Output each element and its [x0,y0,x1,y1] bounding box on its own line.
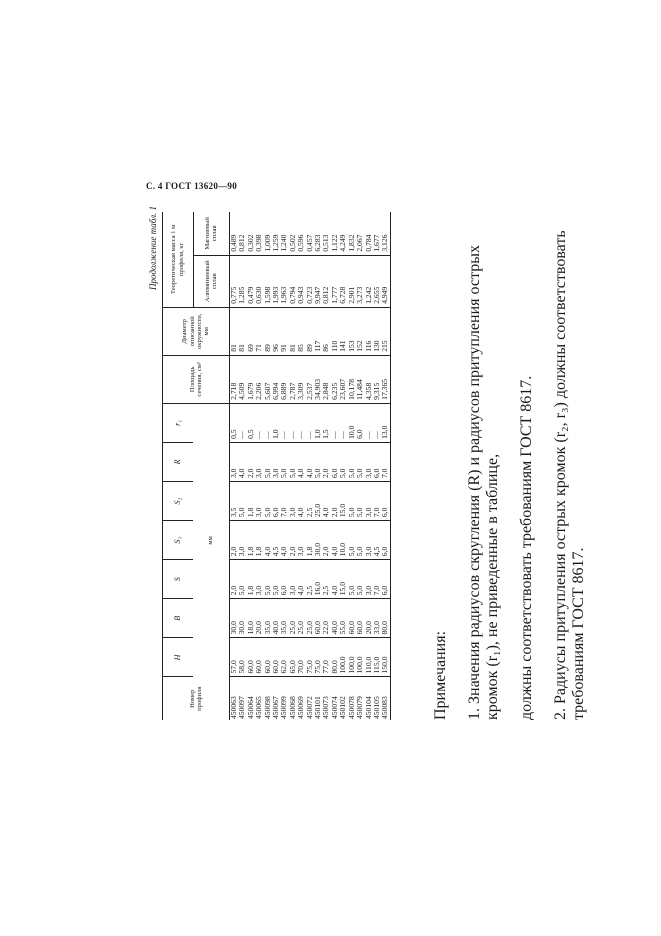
cell-area: 5,607 [264,355,272,403]
cell-mg: 0,502 [289,212,297,255]
cell-num: 450072 [304,696,314,719]
col-header-diameter: Диаметр описанной окружности, мм [163,307,230,355]
cell-area: 23,607 [339,355,347,403]
cell-s2: 5,0 [238,482,246,521]
cell-num: 450098 [262,696,272,719]
cell-area: 6,889 [280,355,288,403]
cell-mg: 2,067 [356,212,364,255]
cell-al: 1,285 [238,255,246,307]
cell-r: 5,0 [264,442,272,481]
col-header-unit: мм [207,536,215,545]
cell-r1: — [238,403,246,442]
cell-d: 152 [356,307,364,355]
cell-r1: 1,0 [272,403,280,442]
cell-s: 6,0 [280,560,288,599]
cell-num: 450069 [296,696,306,719]
cell-al: 0,794 [289,255,297,307]
notes-heading: Примечания: [432,630,449,720]
cell-h: 77,0 [322,638,330,677]
table-caption: Продолжение табл. 1 [148,206,158,290]
cell-s1: 2,0 [230,521,239,560]
cell-mg: 0,784 [365,212,373,255]
cell-r1: 1,0 [314,403,322,442]
cell-s: 2,5 [306,560,314,599]
cell-area: 2,537 [306,355,314,403]
cell-h: 62,0 [280,638,288,677]
cell-al: 1,993 [272,255,280,307]
cell-s: 16,0 [314,560,322,599]
cell-r1: — [373,403,381,442]
cell-num: 450067 [271,696,281,719]
cell-h: 115,0 [373,638,381,677]
cell-mg: 1,240 [280,212,288,255]
cell-r: 5,0 [314,442,322,481]
cell-s1: 5,0 [348,521,356,560]
cell-s2: 3,0 [289,482,297,521]
cell-al: 9,947 [314,255,322,307]
cell-b: 33,0 [373,599,381,638]
cell-r: 2,0 [322,442,330,481]
cell-num: 450064 [245,696,255,719]
cell-s: 15,0 [339,560,347,599]
cell-area: 2,718 [230,355,239,403]
cell-s2: 1,8 [247,482,255,521]
col-header-s: S [163,560,194,599]
cell-b: 40,0 [272,599,280,638]
cell-al: 1,242 [365,255,373,307]
cell-num: 450074 [329,696,339,719]
cell-d: 69 [247,307,255,355]
cell-h: 100,0 [356,638,364,677]
cell-al: 6,728 [339,255,347,307]
cell-mg: 6,283 [314,212,322,255]
cell-b: 40,0 [331,599,339,638]
cell-area: 9,315 [373,355,381,403]
cell-b: 30,0 [238,599,246,638]
cell-s1: 3,0 [297,521,305,560]
cell-h: 70,0 [297,638,305,677]
cell-r1: — [365,403,373,442]
cell-al: 1,598 [264,255,272,307]
cell-area: 4,509 [238,355,246,403]
cell-r1: — [297,403,305,442]
col-header-r1: r₁ [163,403,194,442]
cell-s: 4,0 [331,560,339,599]
col-header-h: H [163,638,194,677]
cell-b: 18,0 [247,599,255,638]
cell-s: 5,0 [272,560,280,599]
cell-num: 450079 [355,696,365,719]
cell-b: 25,0 [289,599,297,638]
cell-mg: 0,398 [255,212,263,255]
cell-r: 3,0 [255,442,263,481]
cell-r: 3,0 [230,442,239,481]
cell-s2: 3,0 [255,482,263,521]
cell-r1: 1,5 [322,403,330,442]
cell-d: 81 [238,307,246,355]
cell-al: 0,943 [297,255,305,307]
cell-s2: 6,0 [381,482,390,521]
cell-h: 60,0 [255,638,263,677]
cell-area: 6,235 [331,355,339,403]
cell-s1: 2,0 [289,521,297,560]
cell-s: 3,0 [255,560,263,599]
cell-d: 85 [297,307,305,355]
cell-s: 5,0 [238,560,246,599]
cell-al: 2,901 [348,255,356,307]
cell-al: 2,655 [373,255,381,307]
cell-s2: 6,0 [272,482,280,521]
cell-h: 60,0 [272,638,280,677]
cell-s2: 15,0 [339,482,347,521]
cell-d: 81 [230,307,239,355]
col-header-number: Номер профиля [188,686,203,711]
cell-mg: 1,122 [331,212,339,255]
cell-h: 150,0 [381,638,390,677]
cell-r1: — [255,403,263,442]
cell-r1: — [289,403,297,442]
notes [416,200,604,720]
cell-b: 80,0 [381,599,390,638]
cell-r1: — [331,403,339,442]
cell-r1: — [306,403,314,442]
cell-s1: 4,5 [373,521,381,560]
cell-al: 1,963 [280,255,288,307]
cell-h: 80,0 [331,638,339,677]
cell-d: 89 [264,307,272,355]
cell-s1: 1,8 [255,521,263,560]
cell-al: 0,479 [247,255,255,307]
col-header-s1: S₁ [163,521,194,560]
cell-s1: 30,0 [314,521,322,560]
cell-d: 141 [339,307,347,355]
cell-num: 450104 [363,696,373,719]
note-1-continued: должны соответствовать требованиям ГОСТ 8617. [518,375,535,720]
cell-area: 2,848 [322,355,330,403]
cell-area: 10,178 [348,355,356,403]
cell-area: 2,206 [255,355,263,403]
cell-r1: 6,0 [356,403,364,442]
cell-area: 17,365 [381,355,390,403]
cell-r: 5,0 [339,442,347,481]
cell-al: 0,630 [255,255,263,307]
cell-d: 110 [331,307,339,355]
cell-d: 96 [272,307,280,355]
cell-s: 3,0 [365,560,373,599]
cell-mg: 0,302 [247,212,255,255]
cell-b: 20,0 [255,599,263,638]
cell-s: 3,0 [289,560,297,599]
cell-d: 86 [322,307,330,355]
cell-s: 5,0 [356,560,364,599]
cell-r: 2,0 [247,442,255,481]
cell-d: 71 [255,307,263,355]
cell-d: 116 [365,307,373,355]
cell-h: 60,0 [247,638,255,677]
note-2: 2. Радиусы притупления острых кромок (r₂, r₃) должны соответствовать требованиям ГОСТ 8617. [552,230,587,720]
cell-r: 4,0 [238,442,246,481]
cell-r: 5,0 [348,442,356,481]
col-header-area: Площадь сечения, см² [163,355,230,403]
cell-s: 2,5 [322,560,330,599]
cell-h: 58,0 [238,638,246,677]
cell-s1: 3,0 [238,521,246,560]
cell-area: 11,484 [356,355,364,403]
cell-s1: 1,8 [306,521,314,560]
cell-s1: 6,0 [381,521,390,560]
cell-mg: 1,677 [373,212,381,255]
cell-mg: 0,489 [230,212,239,255]
cell-b: 25,0 [306,599,314,638]
table-row [381,212,390,720]
cell-b: 35,0 [264,599,272,638]
cell-h: 60,0 [264,638,272,677]
cell-s2: 4,0 [322,482,330,521]
cell-r: 5,0 [289,442,297,481]
cell-num: 450065 [254,696,264,719]
cell-h: 75,0 [314,638,322,677]
cell-r1: — [280,403,288,442]
cell-s1: 2,0 [322,521,330,560]
cell-s2: 25,0 [314,482,322,521]
cell-al: 1,777 [331,255,339,307]
cell-b: 60,0 [314,599,322,638]
cell-al: 0,723 [306,255,314,307]
cell-num: 450105 [371,696,381,719]
cell-r: 5,0 [280,442,288,481]
cell-s1: 4,0 [331,521,339,560]
cell-r1: — [339,403,347,442]
col-header-s2: S₂ [163,482,194,521]
rotated-content [146,200,587,720]
cell-s2: 3,5 [230,482,239,521]
cell-num: 450078 [346,696,356,719]
cell-d: 117 [314,307,322,355]
cell-r1: 0,5 [247,403,255,442]
cell-area: 34,903 [314,355,322,403]
cell-b: 20,0 [365,599,373,638]
cell-mg: 3,126 [381,212,390,255]
cell-s2: 5,0 [264,482,272,521]
cell-mg: 1,009 [264,212,272,255]
col-header-r: R [163,442,194,481]
cell-s1: 10,0 [339,521,347,560]
cell-num: 450101 [313,696,323,719]
cell-s: 1,8 [247,560,255,599]
note-1: 1. Значения радиусов скругления (R) и радиусов притупления острых кромок (r₁), не приведенные в таблице, [466,245,501,720]
cell-h: 75,0 [306,638,314,677]
cell-r1: — [264,403,272,442]
cell-d: 153 [348,307,356,355]
cell-num: 450083 [381,677,390,720]
cell-s: 7,0 [373,560,381,599]
cell-al: 4,949 [381,255,390,307]
cell-area: 6,994 [272,355,280,403]
cell-area: 4,358 [365,355,373,403]
cell-area: 3,309 [297,355,305,403]
cell-num: 450097 [237,696,247,719]
cell-s1: 1,8 [247,521,255,560]
cell-r: 3,0 [365,442,373,481]
cell-s2: 4,0 [297,482,305,521]
cell-mg: 0,812 [238,212,246,255]
cell-b: 25,0 [297,599,305,638]
cell-r: 7,0 [381,442,390,481]
cell-s2: 2,5 [306,482,314,521]
cell-s2: 2,0 [331,482,339,521]
cell-r: 6,0 [331,442,339,481]
cell-num: 450063 [229,696,238,719]
cell-mg: 1,832 [348,212,356,255]
cell-d: 91 [280,307,288,355]
cell-h: 57,0 [230,638,239,677]
cell-al: 3,273 [356,255,364,307]
cell-s: 6,0 [381,560,390,599]
col-header-b: B [163,599,194,638]
cell-r: 4,0 [297,442,305,481]
cell-r1: 10,0 [348,403,356,442]
cell-s1: 4,0 [280,521,288,560]
cell-mg: 0,596 [297,212,305,255]
page-header: С. 4 ГОСТ 13620—90 [146,181,238,191]
cell-mg: 1,259 [272,212,280,255]
cell-d: 89 [306,307,314,355]
cell-d: 81 [289,307,297,355]
cell-al: 0,775 [230,255,239,307]
cell-s: 5,0 [264,560,272,599]
col-header-aluminum: Алюминиевый сплав [193,255,230,307]
cell-r: 3,0 [272,442,280,481]
cell-s1: 4,0 [264,521,272,560]
cell-area: 1,679 [247,355,255,403]
cell-al: 0,812 [322,255,330,307]
cell-b: 35,0 [280,599,288,638]
cell-s: 5,0 [348,560,356,599]
profile-table [162,212,391,720]
cell-num: 450068 [287,696,297,719]
col-header-theoretical: Теоретическая масса 1 м профиля, кг [163,212,194,307]
cell-r1: 13,0 [381,403,390,442]
cell-num: 450102 [338,696,348,719]
cell-s: 4,0 [297,560,305,599]
cell-b: 60,0 [348,599,356,638]
cell-s2: 7,0 [373,482,381,521]
cell-area: 2,787 [289,355,297,403]
cell-b: 55,0 [339,599,347,638]
cell-mg: 0,457 [306,212,314,255]
cell-s2: 5,0 [348,482,356,521]
cell-b: 22,0 [322,599,330,638]
cell-r1: 0,5 [230,403,239,442]
cell-h: 100,0 [348,638,356,677]
cell-s: 2,0 [230,560,239,599]
cell-h: 65,0 [289,638,297,677]
cell-r: 4,0 [306,442,314,481]
cell-s2: 5,0 [356,482,364,521]
cell-mg: 0,513 [322,212,330,255]
cell-s1: 3,0 [365,521,373,560]
col-header-magnesium: Магниевый сплав [193,212,230,255]
cell-h: 100,0 [339,638,347,677]
cell-b: 60,0 [356,599,364,638]
cell-num: 450073 [321,696,331,719]
cell-s1: 4,5 [272,521,280,560]
cell-r: 6,0 [373,442,381,481]
cell-d: 215 [381,307,390,355]
cell-mg: 4,249 [339,212,347,255]
cell-s1: 5,0 [356,521,364,560]
cell-num: 450099 [279,696,289,719]
cell-s2: 7,0 [280,482,288,521]
cell-d: 130 [373,307,381,355]
cell-b: 30,0 [230,599,239,638]
cell-r: 5,0 [356,442,364,481]
cell-s2: 3,0 [365,482,373,521]
cell-h: 110,0 [365,638,373,677]
